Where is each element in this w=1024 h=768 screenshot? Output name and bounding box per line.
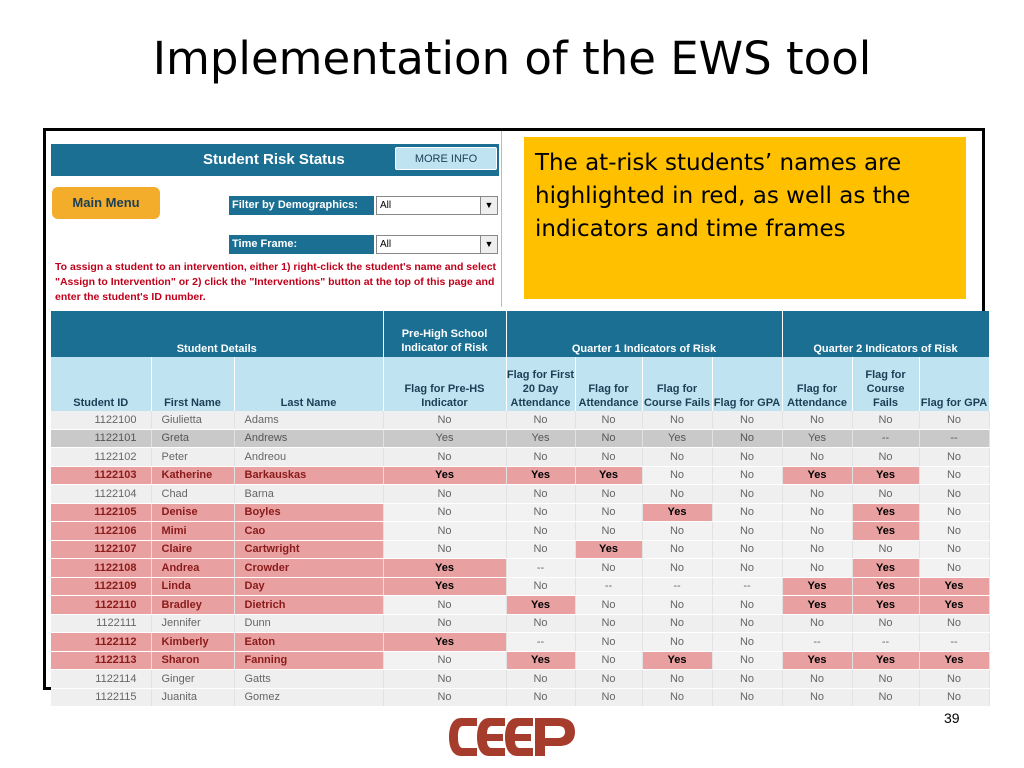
flag-cell: Yes bbox=[383, 633, 506, 652]
flag-cell: No bbox=[642, 540, 712, 559]
flag-cell: No bbox=[383, 596, 506, 615]
flag-cell: No bbox=[642, 596, 712, 615]
page-number: 39 bbox=[944, 710, 960, 726]
flag-cell: No bbox=[506, 577, 575, 596]
first-name-cell[interactable]: Mimi bbox=[151, 522, 234, 541]
student-risk-table bbox=[51, 311, 990, 707]
last-name-cell[interactable]: Andreou bbox=[234, 448, 383, 467]
flag-cell: No bbox=[575, 429, 642, 448]
flag-cell: No bbox=[782, 688, 852, 707]
flag-cell: No bbox=[782, 559, 852, 578]
first-name-cell[interactable]: Sharon bbox=[151, 651, 234, 670]
column-header: Flag for Attendance bbox=[782, 357, 852, 411]
column-header: Flag for Pre-HS Indicator bbox=[383, 357, 506, 411]
flag-cell: No bbox=[383, 485, 506, 504]
column-header: Flag for First 20 Day Attendance bbox=[506, 357, 575, 411]
flag-cell: No bbox=[506, 411, 575, 429]
flag-cell: Yes bbox=[919, 596, 989, 615]
flag-cell: No bbox=[852, 411, 919, 429]
flag-cell: No bbox=[782, 448, 852, 467]
first-name-cell[interactable]: Juanita bbox=[151, 688, 234, 707]
flag-cell: No bbox=[575, 670, 642, 689]
flag-cell: No bbox=[712, 522, 782, 541]
flag-cell: No bbox=[852, 670, 919, 689]
flag-cell: Yes bbox=[383, 559, 506, 578]
table-row[interactable] bbox=[51, 670, 989, 689]
last-name-cell[interactable]: Crowder bbox=[234, 559, 383, 578]
flag-cell: No bbox=[852, 540, 919, 559]
flag-cell: Yes bbox=[852, 559, 919, 578]
flag-cell: -- bbox=[642, 577, 712, 596]
first-name-cell[interactable]: Peter bbox=[151, 448, 234, 467]
column-header: Student ID bbox=[51, 357, 151, 411]
flag-cell: No bbox=[383, 522, 506, 541]
table-row[interactable] bbox=[51, 688, 989, 707]
flag-cell: No bbox=[642, 411, 712, 429]
flag-cell: No bbox=[642, 466, 712, 485]
flag-cell: Yes bbox=[506, 429, 575, 448]
timeframe-select[interactable] bbox=[376, 235, 498, 254]
flag-cell: No bbox=[575, 651, 642, 670]
flag-cell: No bbox=[575, 411, 642, 429]
flag-cell: Yes bbox=[782, 466, 852, 485]
flag-cell: No bbox=[575, 688, 642, 707]
last-name-cell[interactable]: Adams bbox=[234, 411, 383, 429]
first-name-cell[interactable]: Denise bbox=[151, 503, 234, 522]
flag-cell: Yes bbox=[852, 503, 919, 522]
first-name-cell[interactable]: Andrea bbox=[151, 559, 234, 578]
group-pre-hs: Pre-High School Indicator of Risk bbox=[383, 311, 506, 357]
flag-cell: No bbox=[919, 485, 989, 504]
flag-cell: No bbox=[575, 448, 642, 467]
callout-note: The at-risk students’ names are highlighted in red, as well as the indicators and time frames bbox=[524, 137, 966, 299]
flag-cell: No bbox=[712, 503, 782, 522]
flag-cell: Yes bbox=[575, 466, 642, 485]
flag-cell: -- bbox=[782, 633, 852, 652]
flag-cell: No bbox=[712, 633, 782, 652]
column-header: Flag for GPA bbox=[712, 357, 782, 411]
first-name-cell[interactable]: Katherine bbox=[151, 466, 234, 485]
slide-title: Implementation of the EWS tool bbox=[152, 32, 872, 85]
flag-cell: No bbox=[852, 688, 919, 707]
flag-cell: Yes bbox=[506, 466, 575, 485]
flag-cell: No bbox=[506, 614, 575, 633]
flag-cell: No bbox=[782, 670, 852, 689]
flag-cell: No bbox=[852, 485, 919, 504]
flag-cell: Yes bbox=[919, 651, 989, 670]
group-header-row bbox=[51, 311, 989, 357]
column-header: Flag for Course Fails bbox=[852, 357, 919, 411]
flag-cell: No bbox=[919, 670, 989, 689]
divider bbox=[501, 131, 502, 307]
flag-cell: No bbox=[712, 448, 782, 467]
flag-cell: Yes bbox=[782, 429, 852, 448]
intervention-instructions: To assign a student to an intervention, either 1) right-click the student's name and select "Assign to Intervention" or 2) click the "Interventions" button at the top of this page and enter the student's ID number. bbox=[55, 261, 497, 303]
flag-cell: No bbox=[712, 540, 782, 559]
flag-cell: No bbox=[383, 503, 506, 522]
student-id-cell[interactable]: 1122109 bbox=[51, 577, 151, 596]
student-id-cell[interactable]: 1122104 bbox=[51, 485, 151, 504]
timeframe-label: Time Frame: bbox=[229, 235, 374, 254]
flag-cell: Yes bbox=[383, 577, 506, 596]
flag-cell: No bbox=[506, 448, 575, 467]
flag-cell: No bbox=[506, 503, 575, 522]
flag-cell: No bbox=[506, 485, 575, 504]
flag-cell: No bbox=[642, 688, 712, 707]
flag-cell: No bbox=[383, 614, 506, 633]
flag-cell: No bbox=[712, 651, 782, 670]
group-quarter-1: Quarter 1 Indicators of Risk bbox=[506, 311, 782, 357]
column-header: Last Name bbox=[234, 357, 383, 411]
flag-cell: -- bbox=[506, 559, 575, 578]
student-id-cell[interactable]: 1122107 bbox=[51, 540, 151, 559]
flag-cell: No bbox=[642, 448, 712, 467]
column-header: Flag for GPA bbox=[919, 357, 989, 411]
flag-cell: No bbox=[642, 633, 712, 652]
flag-cell: No bbox=[383, 670, 506, 689]
header-bar bbox=[51, 144, 499, 176]
flag-cell: -- bbox=[712, 577, 782, 596]
main-menu-button[interactable]: Main Menu bbox=[52, 187, 160, 219]
last-name-cell[interactable]: Day bbox=[234, 577, 383, 596]
ews-screenshot bbox=[43, 128, 988, 704]
chevron-down-icon[interactable]: ▼ bbox=[480, 236, 497, 253]
flag-cell: No bbox=[575, 614, 642, 633]
flag-cell: No bbox=[919, 448, 989, 467]
flag-cell: No bbox=[383, 411, 506, 429]
student-id-cell[interactable]: 1122106 bbox=[51, 522, 151, 541]
last-name-cell[interactable]: Boyles bbox=[234, 503, 383, 522]
flag-cell: Yes bbox=[852, 522, 919, 541]
student-id-cell[interactable]: 1122100 bbox=[51, 411, 151, 429]
last-name-cell[interactable]: Cao bbox=[234, 522, 383, 541]
flag-cell: No bbox=[919, 540, 989, 559]
flag-cell: No bbox=[919, 503, 989, 522]
first-name-cell[interactable]: Kimberly bbox=[151, 633, 234, 652]
table-row[interactable] bbox=[51, 466, 989, 485]
flag-cell: Yes bbox=[852, 596, 919, 615]
flag-cell: -- bbox=[852, 633, 919, 652]
flag-cell: No bbox=[575, 503, 642, 522]
flag-cell: -- bbox=[852, 429, 919, 448]
app-title: Student Risk Status bbox=[203, 151, 345, 168]
student-id-cell[interactable]: 1122103 bbox=[51, 466, 151, 485]
first-name-cell[interactable]: Linda bbox=[151, 577, 234, 596]
flag-cell: Yes bbox=[642, 503, 712, 522]
student-id-cell[interactable]: 1122108 bbox=[51, 559, 151, 578]
student-id-cell[interactable]: 1122102 bbox=[51, 448, 151, 467]
student-id-cell[interactable]: 1122114 bbox=[51, 670, 151, 689]
last-name-cell[interactable]: Cartwright bbox=[234, 540, 383, 559]
table-row[interactable] bbox=[51, 411, 989, 429]
flag-cell: Yes bbox=[919, 577, 989, 596]
table-row[interactable] bbox=[51, 522, 989, 541]
flag-cell: Yes bbox=[852, 577, 919, 596]
flag-cell: No bbox=[782, 503, 852, 522]
flag-cell: No bbox=[575, 633, 642, 652]
filter-demographics-label: Filter by Demographics: bbox=[229, 196, 374, 215]
table-row[interactable] bbox=[51, 429, 989, 448]
last-name-cell[interactable]: Eaton bbox=[234, 633, 383, 652]
filter-demographics-select[interactable] bbox=[376, 196, 498, 215]
first-name-cell[interactable]: Bradley bbox=[151, 596, 234, 615]
last-name-cell[interactable]: Gatts bbox=[234, 670, 383, 689]
ceep-logo bbox=[447, 712, 579, 762]
student-id-cell[interactable]: 1122112 bbox=[51, 633, 151, 652]
flag-cell: No bbox=[642, 614, 712, 633]
last-name-cell[interactable]: Dietrich bbox=[234, 596, 383, 615]
table-row[interactable] bbox=[51, 596, 989, 615]
flag-cell: No bbox=[712, 688, 782, 707]
first-name-cell[interactable]: Chad bbox=[151, 485, 234, 504]
table-row[interactable] bbox=[51, 633, 989, 652]
flag-cell: No bbox=[506, 540, 575, 559]
flag-cell: Yes bbox=[782, 596, 852, 615]
flag-cell: No bbox=[919, 522, 989, 541]
flag-cell: No bbox=[642, 670, 712, 689]
last-name-cell[interactable]: Barna bbox=[234, 485, 383, 504]
table-row[interactable] bbox=[51, 651, 989, 670]
flag-cell: No bbox=[919, 614, 989, 633]
flag-cell: No bbox=[506, 670, 575, 689]
column-header: Flag for Course Fails bbox=[642, 357, 712, 411]
table-row[interactable] bbox=[51, 614, 989, 633]
first-name-cell[interactable]: Giulietta bbox=[151, 411, 234, 429]
flag-cell: No bbox=[919, 559, 989, 578]
column-header: First Name bbox=[151, 357, 234, 411]
timeframe-value: All bbox=[380, 239, 392, 250]
flag-cell: No bbox=[712, 466, 782, 485]
flag-cell: Yes bbox=[575, 540, 642, 559]
flag-cell: No bbox=[852, 614, 919, 633]
flag-cell: No bbox=[506, 522, 575, 541]
flag-cell: No bbox=[919, 411, 989, 429]
flag-cell: No bbox=[712, 485, 782, 504]
flag-cell: Yes bbox=[642, 429, 712, 448]
first-name-cell[interactable]: Ginger bbox=[151, 670, 234, 689]
last-name-cell[interactable]: Andrews bbox=[234, 429, 383, 448]
student-id-cell[interactable]: 1122101 bbox=[51, 429, 151, 448]
group-student-details: Student Details bbox=[51, 311, 383, 357]
flag-cell: No bbox=[712, 596, 782, 615]
student-id-cell[interactable]: 1122105 bbox=[51, 503, 151, 522]
flag-cell: -- bbox=[919, 633, 989, 652]
student-id-cell[interactable]: 1122110 bbox=[51, 596, 151, 615]
flag-cell: No bbox=[712, 411, 782, 429]
student-id-cell[interactable]: 1122113 bbox=[51, 651, 151, 670]
table-row[interactable] bbox=[51, 559, 989, 578]
group-quarter-2: Quarter 2 Indicators of Risk bbox=[782, 311, 989, 357]
flag-cell: No bbox=[575, 522, 642, 541]
last-name-cell[interactable]: Dunn bbox=[234, 614, 383, 633]
flag-cell: Yes bbox=[852, 466, 919, 485]
flag-cell: -- bbox=[575, 577, 642, 596]
flag-cell: No bbox=[712, 614, 782, 633]
first-name-cell[interactable]: Jennifer bbox=[151, 614, 234, 633]
flag-cell: Yes bbox=[383, 429, 506, 448]
flag-cell: No bbox=[383, 688, 506, 707]
column-header-row bbox=[51, 357, 989, 411]
student-id-cell[interactable]: 1122115 bbox=[51, 688, 151, 707]
flag-cell: No bbox=[383, 448, 506, 467]
flag-cell: No bbox=[782, 540, 852, 559]
flag-cell: No bbox=[782, 522, 852, 541]
flag-cell: Yes bbox=[506, 596, 575, 615]
more-info-button[interactable]: MORE INFO bbox=[395, 147, 497, 170]
table-row[interactable] bbox=[51, 540, 989, 559]
last-name-cell[interactable]: Fanning bbox=[234, 651, 383, 670]
flag-cell: No bbox=[383, 540, 506, 559]
filter-demographics-value: All bbox=[380, 200, 392, 211]
flag-cell: No bbox=[575, 559, 642, 578]
flag-cell: Yes bbox=[782, 651, 852, 670]
flag-cell: No bbox=[383, 651, 506, 670]
table-row[interactable] bbox=[51, 503, 989, 522]
table-row[interactable] bbox=[51, 485, 989, 504]
flag-cell: No bbox=[712, 670, 782, 689]
flag-cell: No bbox=[575, 596, 642, 615]
last-name-cell[interactable]: Gomez bbox=[234, 688, 383, 707]
flag-cell: No bbox=[782, 485, 852, 504]
flag-cell: No bbox=[919, 688, 989, 707]
table-row[interactable] bbox=[51, 448, 989, 467]
flag-cell: No bbox=[782, 614, 852, 633]
first-name-cell[interactable]: Claire bbox=[151, 540, 234, 559]
flag-cell: No bbox=[642, 559, 712, 578]
flag-cell: No bbox=[642, 522, 712, 541]
flag-cell: Yes bbox=[506, 651, 575, 670]
first-name-cell[interactable]: Greta bbox=[151, 429, 234, 448]
flag-cell: No bbox=[506, 688, 575, 707]
flag-cell: No bbox=[712, 429, 782, 448]
flag-cell: No bbox=[852, 448, 919, 467]
flag-cell: No bbox=[919, 466, 989, 485]
flag-cell: Yes bbox=[782, 577, 852, 596]
flag-cell: Yes bbox=[383, 466, 506, 485]
flag-cell: Yes bbox=[642, 651, 712, 670]
chevron-down-icon[interactable]: ▼ bbox=[480, 197, 497, 214]
flag-cell: -- bbox=[919, 429, 989, 448]
last-name-cell[interactable]: Barkauskas bbox=[234, 466, 383, 485]
table-row[interactable] bbox=[51, 577, 989, 596]
flag-cell: -- bbox=[506, 633, 575, 652]
flag-cell: No bbox=[642, 485, 712, 504]
student-id-cell[interactable]: 1122111 bbox=[51, 614, 151, 633]
column-header: Flag for Attendance bbox=[575, 357, 642, 411]
flag-cell: No bbox=[782, 411, 852, 429]
flag-cell: Yes bbox=[852, 651, 919, 670]
flag-cell: No bbox=[575, 485, 642, 504]
flag-cell: No bbox=[712, 559, 782, 578]
